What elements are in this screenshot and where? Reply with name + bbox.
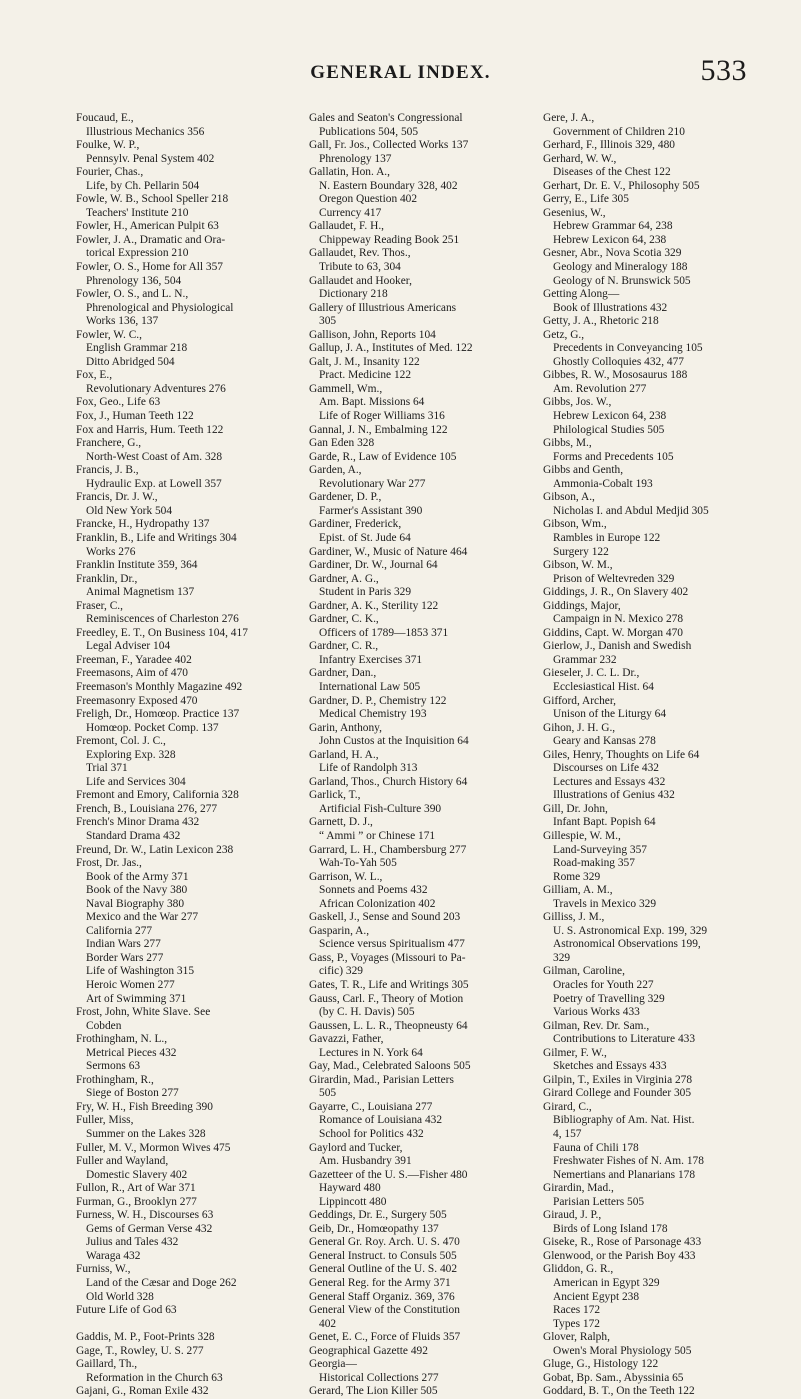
index-entry: Fry, W. H., Fish Breeding 390	[76, 1100, 213, 1113]
index-subentry: Medical Chemistry 193	[319, 708, 427, 721]
index-entry: Gaillard, Th.,	[76, 1358, 138, 1371]
index-entry: Furniss, W.,	[76, 1263, 131, 1276]
index-entry: Gaskell, J., Sense and Sound 203	[309, 911, 461, 924]
index-subentry: Currency 417	[319, 206, 382, 219]
index-entry: Giseke, R., Rose of Parsonage 433	[543, 1236, 702, 1249]
index-subentry: Nicholas I. and Abdul Medjid 305	[553, 504, 709, 517]
index-entry: Fowler, O. S., Home for All 357	[76, 261, 223, 274]
index-entry: Freedley, E. T., On Business 104, 417	[76, 626, 248, 639]
index-subentry: Works 276	[86, 545, 136, 558]
index-entry: Giles, Henry, Thoughts on Life 64	[543, 748, 700, 761]
section-gap	[76, 1318, 311, 1332]
index-subentry: Exploring Exp. 328	[86, 748, 176, 761]
index-subentry: Oregon Question 402	[319, 193, 418, 206]
index-entry: Gallison, John, Reports 104	[309, 328, 436, 341]
index-subentry: North-West Coast of Am. 328	[86, 450, 223, 463]
index-subentry: Ammonia-Cobalt 193	[553, 477, 653, 490]
index-subentry: Road-making 357	[553, 857, 635, 870]
index-subentry: Prison of Weltevreden 329	[553, 572, 675, 585]
index-subentry: Rambles in Europe 122	[553, 531, 661, 544]
index-subentry: torical Expression 210	[86, 247, 189, 260]
index-subentry: Artificial Fish-Culture 390	[319, 802, 442, 815]
index-subentry: Domestic Slavery 402	[86, 1168, 188, 1181]
index-entry: General Gr. Roy. Arch. U. S. 470	[309, 1236, 460, 1249]
index-subentry: cific) 329	[319, 965, 363, 978]
index-entry: Franklin, Dr.,	[76, 572, 138, 585]
index-subentry: U. S. Astronomical Exp. 199, 329	[553, 924, 708, 937]
index-entry: Gerard, The Lion Killer 505	[309, 1385, 438, 1398]
index-subentry: Works 136, 137	[86, 315, 159, 328]
index-subentry: Tribute to 63, 304	[319, 261, 401, 274]
index-entry: Girard, C.,	[543, 1100, 592, 1113]
index-entry: Garlick, T.,	[309, 789, 361, 802]
index-entry: Garland, H. A.,	[309, 748, 379, 761]
index-subentry: Summer on the Lakes 328	[86, 1128, 206, 1141]
index-entry: Gilliam, A. M.,	[543, 884, 613, 897]
index-subentry: Animal Magnetism 137	[86, 586, 195, 599]
index-subentry: Reformation in the Church 63	[86, 1371, 223, 1384]
index-subentry: Geary and Kansas 278	[553, 735, 656, 748]
index-subentry: Revolutionary War 277	[319, 477, 426, 490]
index-entry: Garland, Thos., Church History 64	[309, 775, 468, 788]
index-entry: Giddings, Major,	[543, 599, 621, 612]
index-subentry: Lectures and Essays 432	[553, 775, 666, 788]
index-entry: Getting Along—	[543, 288, 620, 301]
index-entry: Fowler, H., American Pulpit 63	[76, 220, 219, 233]
index-subentry: Freshwater Fishes of N. Am. 178	[553, 1155, 704, 1168]
index-subentry: Rome 329	[553, 870, 601, 883]
index-subentry: Am. Bapt. Missions 64	[319, 396, 425, 409]
index-entry: Fourier, Chas.,	[76, 166, 144, 179]
index-entry: Fullon, R., Art of War 371	[76, 1182, 196, 1195]
index-entry: Gerry, E., Life 305	[543, 193, 629, 206]
index-subentry: “ Ammi ” or Chinese 171	[319, 829, 436, 842]
index-entry: Gavazzi, Father,	[309, 1033, 384, 1046]
index-entry: Giraud, J. P.,	[543, 1209, 602, 1222]
index-entry: Gihon, J. H. G.,	[543, 721, 616, 734]
index-entry: Giddings, J. R., On Slavery 402	[543, 586, 689, 599]
index-subentry: Pennsylv. Penal System 402	[86, 152, 215, 165]
index-entry: Gates, T. R., Life and Writings 305	[309, 979, 469, 991]
index-subentry: Unison of the Liturgy 64	[553, 708, 667, 721]
index-entry: Fraser, C.,	[76, 599, 123, 612]
index-subentry: Dictionary 218	[319, 288, 388, 301]
index-entry: Gibbes, R. W., Mososaurus 188	[543, 369, 688, 382]
index-subentry: Book of Illustrations 432	[553, 301, 668, 314]
index-entry: Gesenius, W.,	[543, 206, 606, 219]
index-entry: Gifford, Archer,	[543, 694, 617, 707]
index-entry: Getty, J. A., Rhetoric 218	[543, 315, 659, 328]
index-subentry: N. Eastern Boundary 328, 402	[319, 179, 458, 192]
index-subentry: Ecclesiastical Hist. 64	[553, 680, 654, 693]
index-entry: Gallup, J. A., Institutes of Med. 122	[309, 342, 473, 355]
index-entry: Franklin Institute 359, 364	[76, 559, 198, 572]
index-entry: Gan Eden 328	[309, 437, 375, 450]
index-entry: Geographical Gazette 492	[309, 1344, 428, 1357]
index-entry: Fox, Geo., Life 63	[76, 396, 161, 409]
index-entry: Gerhart, Dr. E. V., Philosophy 505	[543, 179, 700, 192]
index-entry: Gardner, A. G.,	[309, 572, 379, 585]
index-entry: Freemasons, Aim of 470	[76, 667, 188, 680]
index-entry: Freeman, F., Yaradee 402	[76, 653, 192, 666]
index-entry: Franklin, B., Life and Writings 304	[76, 531, 237, 544]
index-subentry: African Colonization 402	[319, 897, 436, 910]
index-subentry: Illustrations of Genius 432	[553, 789, 675, 802]
index-subentry: Lectures in N. York 64	[319, 1046, 423, 1059]
index-subentry: Parisian Letters 505	[553, 1195, 645, 1208]
index-entry: Fowler, O. S., and L. N.,	[76, 288, 189, 301]
index-subentry: California 277	[86, 924, 153, 937]
index-entry: Gardiner, Dr. W., Journal 64	[309, 559, 438, 572]
index-entry: Gaussen, L. L. R., Theopneusty 64	[309, 1019, 468, 1032]
index-subentry: Illustrious Mechanics 356	[86, 125, 205, 138]
index-column-1	[76, 112, 311, 1398]
index-entry: Gallery of Illustrious Americans	[309, 301, 457, 314]
index-entry: Gall, Fr. Jos., Collected Works 137	[309, 139, 469, 152]
index-subentry: Infant Bapt. Popish 64	[553, 816, 656, 829]
index-subentry: Surgery 122	[553, 545, 609, 558]
index-subentry: 402	[319, 1317, 337, 1330]
index-subentry: Astronomical Observations 199,	[553, 938, 701, 951]
index-entry: Frost, Dr. Jas.,	[76, 857, 142, 870]
index-entry: Gliddon, G. R.,	[543, 1263, 614, 1276]
index-entry: General View of the Constitution	[309, 1304, 460, 1317]
index-entry: Garrard, L. H., Chambersburg 277	[309, 843, 467, 856]
index-entry: Furness, W. H., Discourses 63	[76, 1209, 214, 1222]
index-subentry: 4, 157	[553, 1128, 582, 1141]
index-entry: Gaddis, M. P., Foot-Prints 328	[76, 1331, 215, 1344]
index-entry: Gardner, C. K.,	[309, 613, 379, 626]
index-entry: Gallaudet, Rev. Thos.,	[309, 247, 411, 260]
index-subentry: Epist. of St. Jude 64	[319, 531, 411, 544]
index-subentry: Border Wars 277	[86, 951, 164, 964]
index-entry: Gill, Dr. John,	[543, 802, 608, 815]
index-subentry: Geology of N. Brunswick 505	[553, 274, 691, 287]
index-entry: Glenwood, or the Parish Boy 433	[543, 1249, 696, 1262]
index-entry: Georgia—	[309, 1358, 357, 1371]
index-entry: Girardin, Mad., Parisian Letters	[309, 1073, 454, 1086]
index-entry: Garnett, D. J.,	[309, 816, 373, 829]
index-entry: Gallaudet and Hooker,	[309, 274, 412, 287]
index-subentry: Standard Drama 432	[86, 829, 181, 842]
index-subentry: Phrenology 136, 504	[86, 274, 182, 287]
index-entry: Gay, Mad., Celebrated Saloons 505	[309, 1060, 471, 1073]
index-subentry: Old New York 504	[86, 504, 173, 517]
index-subentry: Revolutionary Adventures 276	[86, 382, 226, 395]
index-subentry: Ancient Egypt 238	[553, 1290, 640, 1303]
index-entry: Gardner, C. R.,	[309, 640, 379, 653]
index-entry: Gaylord and Tucker,	[309, 1141, 403, 1154]
index-subentry: Romance of Louisiana 432	[319, 1114, 443, 1127]
index-subentry: Publications 504, 505	[319, 125, 419, 138]
index-entry: Gilmer, F. W.,	[543, 1046, 607, 1059]
index-entry: Gauss, Carl. F., Theory of Motion	[309, 992, 464, 1005]
index-entry: Gilpin, T., Exiles in Virginia 278	[543, 1073, 693, 1086]
index-entry: Gardner, Dan.,	[309, 667, 377, 680]
index-subentry: Bibliography of Am. Nat. Hist.	[553, 1114, 695, 1127]
index-entry: Gardener, D. P.,	[309, 491, 382, 504]
index-entry: Fowler, W. C.,	[76, 328, 142, 341]
index-entry: Gardner, A. K., Sterility 122	[309, 599, 439, 612]
index-subentry: Student in Paris 329	[319, 586, 412, 599]
index-entry: Freemason's Monthly Magazine 492	[76, 680, 243, 693]
index-entry: Fuller, Miss,	[76, 1114, 134, 1127]
index-entry: Gannal, J. N., Embalming 122	[309, 423, 448, 436]
page-header	[0, 0, 801, 95]
index-entry: Freemasonry Exposed 470	[76, 694, 198, 707]
index-subentry: Owen's Moral Physiology 505	[553, 1344, 692, 1357]
index-subentry: Hebrew Lexicon 64, 238	[553, 233, 667, 246]
index-subentry: Poetry of Travelling 329	[553, 992, 665, 1005]
index-subentry: Historical Collections 277	[319, 1371, 439, 1384]
index-entry: Girard College and Founder 305	[543, 1087, 692, 1100]
index-subentry: 505	[319, 1087, 337, 1100]
index-entry: Gillespie, W. M.,	[543, 829, 621, 842]
index-entry: French's Minor Drama 432	[76, 816, 200, 829]
index-entry: French, B., Louisiana 276, 277	[76, 802, 218, 815]
index-subentry: Hydraulic Exp. at Lowell 357	[86, 477, 222, 490]
index-subentry: Nemertians and Planarians 178	[553, 1168, 696, 1181]
index-subentry: Hebrew Lexicon 64, 238	[553, 410, 667, 423]
index-entry: Gales and Seaton's Congressional	[309, 112, 463, 124]
running-head-title: GENERAL INDEX.	[310, 62, 491, 83]
index-subentry: Pract. Medicine 122	[319, 369, 412, 382]
index-entry: General Outline of the U. S. 402	[309, 1263, 458, 1276]
index-subentry: Life of Washington 315	[86, 965, 195, 978]
index-subentry: Phrenological and Physiological	[86, 301, 234, 314]
index-subentry: 329	[553, 951, 571, 964]
index-subentry: Contributions to Literature 433	[553, 1033, 696, 1046]
index-subentry: Life and Services 304	[86, 775, 186, 788]
index-subentry: Siege of Boston 277	[86, 1087, 179, 1100]
index-subentry: Mexico and the War 277	[86, 911, 199, 924]
index-entry: Gibbs, M.,	[543, 437, 592, 450]
index-entry: Gage, T., Rowley, U. S. 277	[76, 1344, 204, 1357]
index-entry: Gajani, G., Roman Exile 432	[76, 1385, 209, 1398]
index-entry: Getz, G.,	[543, 328, 585, 341]
index-entry: Gasparin, A.,	[309, 924, 370, 937]
index-subentry: School for Politics 432	[319, 1128, 424, 1141]
index-subentry: Philological Studies 505	[553, 423, 665, 436]
index-entry: Gazetteer of the U. S.—Fisher 480	[309, 1168, 468, 1181]
index-subentry: Julius and Tales 432	[86, 1236, 179, 1249]
index-entry: Freund, Dr. W., Latin Lexicon 238	[76, 843, 234, 856]
index-subentry: Government of Children 210	[553, 125, 685, 138]
index-entry: General Instruct. to Consuls 505	[309, 1249, 457, 1262]
index-subentry: Wah-To-Yah 505	[319, 857, 397, 870]
index-entry: Fremont, Col. J. C.,	[76, 735, 166, 748]
index-entry: Galt, J. M., Insanity 122	[309, 355, 420, 368]
index-entry: Gieseler, J. C. L. Dr.,	[543, 667, 640, 680]
index-entry: Fowler, J. A., Dramatic and Ora-	[76, 233, 226, 246]
index-entry: Gayarre, C., Louisiana 277	[309, 1100, 433, 1113]
index-subentry: Reminiscences of Charleston 276	[86, 613, 239, 626]
index-subentry: Life, by Ch. Pellarin 504	[86, 179, 200, 192]
index-entry: Geib, Dr., Homœopathy 137	[309, 1222, 439, 1235]
index-column-2	[309, 112, 547, 1398]
index-entry: Gerhard, W. W.,	[543, 152, 617, 165]
index-entry: Gammell, Wm.,	[309, 382, 383, 395]
index-subentry: Hebrew Grammar 64, 238	[553, 220, 673, 233]
index-subentry: Metrical Pieces 432	[86, 1046, 177, 1059]
index-subentry: Officers of 1789—1853 371	[319, 626, 449, 639]
index-subentry: Sermons 63	[86, 1060, 141, 1073]
index-subentry: Races 172	[553, 1304, 601, 1317]
index-subentry: Science versus Spiritualism 477	[319, 938, 465, 951]
index-subentry: Types 172	[553, 1317, 600, 1330]
index-subentry: Heroic Women 277	[86, 979, 175, 991]
index-entry: Gilman, Rev. Dr. Sam.,	[543, 1019, 650, 1032]
index-columns	[76, 112, 776, 1398]
index-subentry: Precedents in Conveyancing 105	[553, 342, 703, 355]
index-subentry: Campaign in N. Mexico 278	[553, 613, 684, 626]
index-entry: Fremont and Emory, California 328	[76, 789, 239, 802]
index-subentry: American in Egypt 329	[553, 1277, 660, 1290]
index-subentry: Geology and Mineralogy 188	[553, 261, 688, 274]
index-entry: Fox, J., Human Teeth 122	[76, 410, 194, 423]
index-entry: Gobat, Bp. Sam., Abyssinia 65	[543, 1371, 684, 1384]
index-subentry: Ditto Abridged 504	[86, 355, 175, 368]
index-entry: Gallaudet, F. H.,	[309, 220, 385, 233]
index-subentry: Art of Swimming 371	[86, 992, 187, 1005]
index-entry: Gibbs and Genth,	[543, 464, 624, 477]
index-entry: Gerhard, F., Illinois 329, 480	[543, 139, 675, 152]
index-subentry: Am. Revolution 277	[553, 382, 647, 395]
index-entry: Gibson, A.,	[543, 491, 595, 504]
index-subentry: Indian Wars 277	[86, 938, 161, 951]
index-subentry: Farmer's Assistant 390	[319, 504, 423, 517]
index-entry: Gibson, W. M.,	[543, 559, 613, 572]
page-number: 533	[700, 54, 747, 87]
index-entry: Foulke, W. P.,	[76, 139, 140, 152]
index-entry: General Reg. for the Army 371	[309, 1277, 451, 1290]
index-entry: Frost, John, White Slave. See	[76, 1006, 211, 1019]
index-entry: Gibbs, Jos. W.,	[543, 396, 612, 409]
index-entry: Garde, R., Law of Evidence 105	[309, 450, 457, 463]
index-entry: Glover, Ralph,	[543, 1331, 610, 1344]
index-entry: Gass, P., Voyages (Missouri to Pa-	[309, 951, 466, 964]
index-entry: Fowle, W. B., School Speller 218	[76, 193, 229, 206]
index-column-3	[543, 112, 781, 1398]
index-subentry: Land-Surveying 357	[553, 843, 647, 856]
index-entry: Gallatin, Hon. A.,	[309, 166, 390, 179]
index-entry: Future Life of God 63	[76, 1304, 177, 1317]
index-subentry: Life of Randolph 313	[319, 762, 418, 775]
index-entry: Gierlow, J., Danish and Swedish	[543, 640, 692, 653]
index-entry: Fuller, M. V., Mormon Wives 475	[76, 1141, 231, 1154]
index-subentry: Waraga 432	[86, 1249, 141, 1262]
index-subentry: Teachers' Institute 210	[86, 206, 189, 219]
index-entry: Gardiner, Frederick,	[309, 518, 402, 531]
index-subentry: Hayward 480	[319, 1182, 381, 1195]
index-subentry: English Grammar 218	[86, 342, 188, 355]
index-entry: Gibson, Wm.,	[543, 518, 607, 531]
index-entry: Francke, H., Hydropathy 137	[76, 518, 210, 531]
index-entry: Giddins, Capt. W. Morgan 470	[543, 626, 683, 639]
index-entry: Goddard, B. T., On the Teeth 122	[543, 1385, 695, 1398]
index-subentry: Life of Roger Williams 316	[319, 410, 445, 423]
index-entry: Furman, G., Brooklyn 277	[76, 1195, 197, 1208]
index-subentry: Legal Adviser 104	[86, 640, 171, 653]
index-subentry: Naval Biography 380	[86, 897, 185, 910]
index-entry: Geddings, Dr. E., Surgery 505	[309, 1209, 447, 1222]
index-entry: Franchere, G.,	[76, 437, 142, 450]
index-subentry: Grammar 232	[553, 653, 617, 666]
index-subentry: Sketches and Essays 433	[553, 1060, 667, 1073]
index-subentry: Gems of German Verse 432	[86, 1222, 213, 1235]
index-subentry: Old World 328	[86, 1290, 154, 1303]
index-subentry: Diseases of the Chest 122	[553, 166, 671, 179]
index-subentry: Various Works 433	[553, 1006, 640, 1019]
index-subentry: (by C. H. Davis) 505	[319, 1006, 415, 1019]
index-entry: Garden, A.,	[309, 464, 362, 477]
index-entry: Frothingham, N. L.,	[76, 1033, 168, 1046]
index-entry: General Staff Organiz. 369, 376	[309, 1290, 455, 1303]
index-subentry: Am. Husbandry 391	[319, 1155, 412, 1168]
index-entry: Gilman, Caroline,	[543, 965, 625, 978]
index-subentry: Cobden	[86, 1019, 122, 1032]
index-subentry: Sonnets and Poems 432	[319, 884, 428, 897]
index-entry: Gesner, Abr., Nova Scotia 329	[543, 247, 682, 260]
index-entry: Gilliss, J. M.,	[543, 911, 605, 924]
index-entry: Fox, E.,	[76, 369, 113, 382]
index-entry: Fox and Harris, Hum. Teeth 122	[76, 423, 224, 436]
index-subentry: Fauna of Chili 178	[553, 1141, 639, 1154]
index-subentry: Homœop. Pocket Comp. 137	[86, 721, 219, 734]
index-entry: Genet, E. C., Force of Fluids 357	[309, 1331, 461, 1344]
index-subentry: Birds of Long Island 178	[553, 1222, 668, 1235]
index-entry: Francis, Dr. J. W.,	[76, 491, 158, 504]
index-subentry: Land of the Cæsar and Doge 262	[86, 1277, 237, 1290]
index-subentry: Phrenology 137	[319, 152, 392, 165]
index-subentry: Discourses on Life 432	[553, 762, 659, 775]
index-entry: Francis, J. B.,	[76, 464, 139, 477]
index-subentry: International Law 505	[319, 680, 421, 693]
index-entry: Garrison, W. L.,	[309, 870, 383, 883]
index-subentry: Trial 371	[86, 762, 128, 775]
index-subentry: Book of the Army 371	[86, 870, 189, 883]
index-entry: Garin, Anthony,	[309, 721, 382, 734]
index-subentry: Oracles for Youth 227	[553, 979, 654, 991]
index-subentry: Lippincott 480	[319, 1195, 387, 1208]
index-subentry: Book of the Navy 380	[86, 884, 188, 897]
index-entry: Frothingham, R.,	[76, 1073, 154, 1086]
index-entry: Gardner, D. P., Chemistry 122	[309, 694, 447, 707]
index-entry: Freligh, Dr., Homœop. Practice 137	[76, 708, 240, 721]
index-subentry: Forms and Precedents 105	[553, 450, 674, 463]
index-entry: Gluge, G., Histology 122	[543, 1358, 659, 1371]
index-entry: Girardin, Mad.,	[543, 1182, 614, 1195]
index-entry: Foucaud, E.,	[76, 112, 134, 124]
index-entry: Gere, J. A.,	[543, 112, 595, 124]
index-entry: Gardiner, W., Music of Nature 464	[309, 545, 468, 558]
index-subentry: Travels in Mexico 329	[553, 897, 657, 910]
index-subentry: John Custos at the Inquisition 64	[319, 735, 469, 748]
index-subentry: Infantry Exercises 371	[319, 653, 423, 666]
index-subentry: Ghostly Colloquies 432, 477	[553, 355, 684, 368]
index-subentry: Chippeway Reading Book 251	[319, 233, 460, 246]
index-entry: Fuller and Wayland,	[76, 1155, 169, 1168]
index-subentry: 305	[319, 315, 337, 328]
